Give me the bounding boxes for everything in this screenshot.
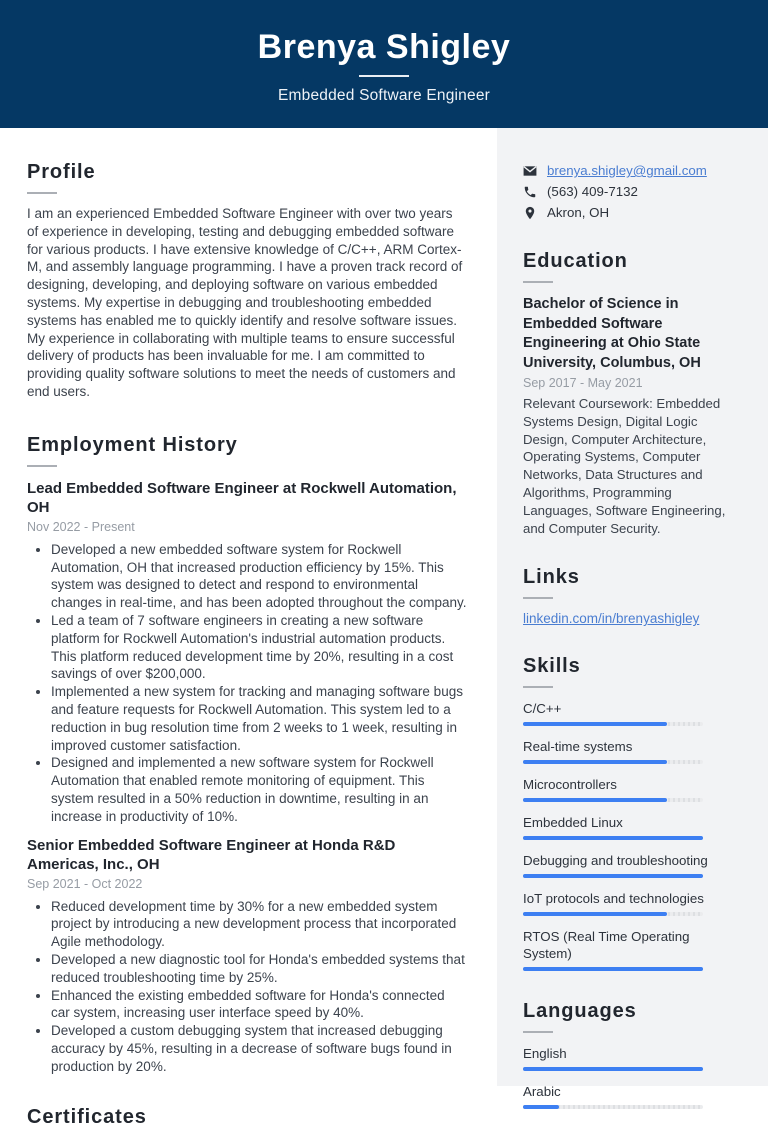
job-bullet: • Developed a new embedded software system for Rockwell Automation, OH that increased production efficiency by 15%. This system was designed to detect and respond to environmental changes in real-time, and has been adopted throughout the company. bbox=[51, 541, 467, 612]
links-section bbox=[523, 565, 741, 626]
job-entry bbox=[27, 836, 467, 1076]
skill-bar-track bbox=[523, 722, 703, 726]
skill-item bbox=[523, 776, 741, 802]
language-item bbox=[523, 1045, 741, 1071]
skill-item bbox=[523, 814, 741, 840]
language-item bbox=[523, 1083, 741, 1109]
skill-bar-track bbox=[523, 798, 703, 802]
job-bullet-list bbox=[27, 898, 467, 1076]
person-name: Brenya Shigley bbox=[257, 27, 511, 66]
language-bar-fill bbox=[523, 1067, 703, 1071]
employment-heading: Employment History bbox=[27, 433, 238, 456]
skills-heading: Skills bbox=[523, 655, 581, 678]
contact-location-row bbox=[523, 204, 741, 221]
email-link[interactable]: brenya.shigley@gmail.com bbox=[547, 163, 707, 178]
job-bullet: • Led a team of 7 software engineers in creating a new software platform for Rockwell Automation's industrial automation products. This platform reduced development time by 20%, resulting in a cost savings of over $200,000. bbox=[51, 612, 467, 683]
heading-rule bbox=[523, 597, 553, 599]
job-bullet: • Implemented a new system for tracking and managing software bugs and feature requests for Rockwell Automation. This system led to a reduction in bug resolution time from 2 weeks to 1 week, resulting in improved customer satisfaction. bbox=[51, 683, 467, 754]
skill-bar-fill bbox=[523, 836, 703, 840]
links-list bbox=[523, 611, 741, 626]
name-divider bbox=[359, 75, 409, 77]
heading-rule bbox=[523, 281, 553, 283]
skill-label: RTOS (Real Time Operating System) bbox=[523, 929, 690, 962]
heading-rule bbox=[27, 465, 57, 467]
sidebar-column bbox=[497, 128, 768, 1100]
job-bullet: • Designed and implemented a new software system for Rockwell Automation that enabled remote monitoring of equipment. This system resulted in a 50% reduction in downtime, resulting in an increase in productivity of 10%. bbox=[51, 754, 467, 825]
job-bullet-list bbox=[27, 541, 467, 826]
skill-bar-fill bbox=[523, 722, 667, 726]
language-label: Arabic bbox=[523, 1084, 561, 1100]
skill-item bbox=[523, 928, 741, 971]
skill-bar-track bbox=[523, 836, 703, 840]
language-bar-track bbox=[523, 1067, 703, 1071]
phone-number: (563) 409-7132 bbox=[547, 184, 638, 199]
heading-rule bbox=[523, 686, 553, 688]
skill-bar-fill bbox=[523, 912, 667, 916]
skill-bar-track bbox=[523, 967, 703, 971]
person-job-title: Embedded Software Engineer bbox=[278, 87, 490, 105]
coursework-text: Relevant Coursework: Embedded Systems Design, Digital Logic Design, Computer Architecture, Operating Systems, Computer Networks, Data Structures and Algorithms, Programming Languages, Software Engineering, and Computer Security. bbox=[523, 396, 726, 536]
job-title: Lead Embedded Software Engineer at Rockwell Automation, OH bbox=[27, 479, 457, 516]
main-column bbox=[0, 128, 497, 1129]
skill-item bbox=[523, 890, 741, 916]
linkedin-link[interactable]: linkedin.com/in/brenyashigley bbox=[523, 611, 700, 627]
skill-bar-track bbox=[523, 912, 703, 916]
heading-rule bbox=[523, 1031, 553, 1033]
certificates-section bbox=[27, 1105, 467, 1129]
profile-text: I am an experienced Embedded Software Engineer with over two years of experience in developing, testing and debugging embedded software for various products. I have extensive knowledge of C/C++, ARM Cortex-M, and assembly language programming. I have a proven track record of designing, developing, and deploying software on various embedded systems. My expertise in debugging and troubleshooting embedded systems has enabled me to quickly identify and resolve software issues. My experience in collaborating with multiple teams to ensure successful delivery of products has been invaluable for me. I am committed to providing quality software solutions to meet the needs of customers and end users. bbox=[27, 206, 463, 399]
skill-label: Debugging and troubleshooting bbox=[523, 853, 708, 869]
skill-label: Microcontrollers bbox=[523, 777, 617, 793]
degree-title: Bachelor of Science in Embedded Software Engineering at Ohio State University, Columbus, OH bbox=[523, 296, 701, 371]
phone-icon bbox=[523, 185, 537, 199]
skill-item bbox=[523, 852, 741, 878]
job-entry bbox=[27, 479, 467, 826]
email-icon bbox=[523, 164, 537, 178]
job-bullet: • Developed a custom debugging system that increased debugging accuracy by 45%, resulting in a decrease of software bugs found in production by 20%. bbox=[51, 1022, 467, 1075]
profile-heading: Profile bbox=[27, 161, 96, 183]
skill-bar-fill bbox=[523, 874, 703, 878]
employment-section bbox=[27, 433, 467, 1076]
education-section bbox=[523, 249, 741, 537]
languages-section bbox=[523, 999, 741, 1109]
education-dates: Sep 2017 - May 2021 bbox=[523, 376, 643, 390]
education-heading: Education bbox=[523, 250, 628, 272]
links-heading: Links bbox=[523, 566, 580, 589]
language-bar-fill bbox=[523, 1105, 559, 1109]
language-bar-track bbox=[523, 1105, 703, 1109]
skills-section bbox=[523, 654, 741, 971]
location-text: Akron, OH bbox=[547, 205, 610, 220]
skill-label: Embedded Linux bbox=[523, 815, 623, 831]
location-pin-icon bbox=[523, 206, 537, 220]
skill-item bbox=[523, 738, 741, 764]
job-dates: Nov 2022 - Present bbox=[27, 519, 135, 534]
job-bullet: • Reduced development time by 30% for a new embedded system project by introducing a new development process that incorporated Agile methodology. bbox=[51, 898, 467, 951]
language-label: English bbox=[523, 1046, 567, 1062]
contact-email-row bbox=[523, 162, 741, 179]
certificates-heading: Certificates bbox=[27, 1106, 147, 1129]
profile-section bbox=[27, 160, 467, 401]
skill-item bbox=[523, 700, 741, 726]
skill-label: Real-time systems bbox=[523, 739, 633, 755]
skill-label: C/C++ bbox=[523, 701, 562, 717]
job-dates: Sep 2021 - Oct 2022 bbox=[27, 876, 143, 891]
skill-label: IoT protocols and technologies bbox=[523, 891, 704, 907]
skill-bar-fill bbox=[523, 967, 703, 971]
skill-bar-fill bbox=[523, 760, 667, 764]
heading-rule bbox=[27, 192, 57, 194]
job-bullet: • Developed a new diagnostic tool for Honda's embedded systems that reduced troubleshooting time by 25%. bbox=[51, 951, 467, 987]
job-title: Senior Embedded Software Engineer at Honda R&D Americas, Inc., OH bbox=[27, 836, 396, 873]
skill-bar-track bbox=[523, 760, 703, 764]
languages-heading: Languages bbox=[523, 1000, 637, 1023]
contact-phone-row bbox=[523, 183, 741, 200]
contact-block bbox=[523, 162, 741, 221]
skill-bar-track bbox=[523, 874, 703, 878]
job-bullet: • Enhanced the existing embedded software for Honda's connected car system, increasing user interface speed by 40%. bbox=[51, 987, 467, 1023]
resume-header bbox=[0, 0, 768, 128]
skill-bar-fill bbox=[523, 798, 667, 802]
